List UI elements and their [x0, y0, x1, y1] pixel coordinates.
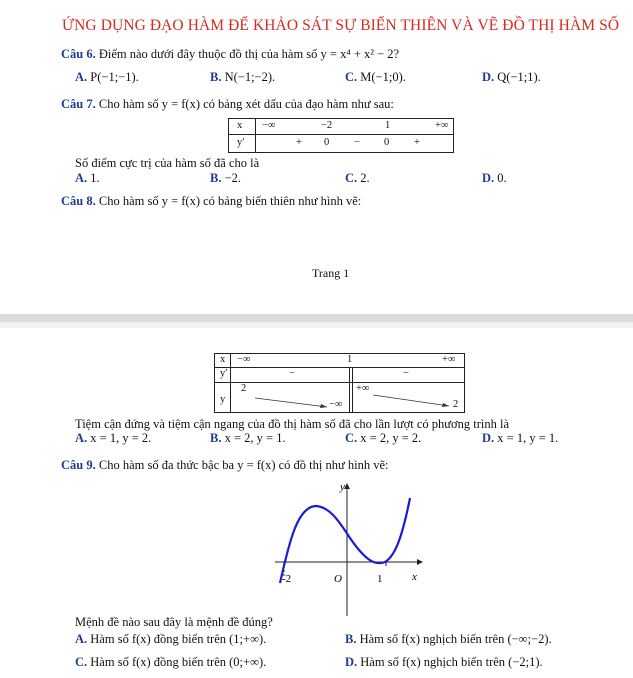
sign-table-sign: −	[354, 137, 360, 148]
q6-option-b-label: B.	[210, 70, 222, 84]
question-9-prompt: Mệnh đề nào sau đây là mệnh đề đúng?	[75, 615, 273, 629]
cubic-graph	[270, 478, 430, 618]
origin-label: O	[334, 573, 342, 585]
sign-table	[228, 118, 454, 153]
q7-option-d-label: D.	[482, 171, 495, 185]
q8-option-c-text: x = 2, y = 2.	[360, 431, 422, 445]
variation-y-val: +∞	[356, 383, 370, 394]
q8-option-a-label: A.	[75, 431, 88, 445]
question-9	[61, 458, 389, 473]
q8-option-a-text: x = 1, y = 2.	[90, 431, 152, 445]
q7-option-b[interactable]	[210, 171, 241, 186]
q7-option-c-label: C.	[345, 171, 358, 185]
q8-option-c-label: C.	[345, 431, 358, 445]
question-8	[61, 194, 361, 209]
q8-option-a[interactable]	[75, 431, 151, 446]
tick-label-1: 1	[377, 573, 383, 585]
sign-table-sign: 0	[384, 137, 390, 148]
sign-table-sign: +	[414, 137, 420, 148]
q6-option-d[interactable]	[482, 70, 541, 85]
variation-y-val: −∞	[329, 399, 343, 410]
sign-table-x-val: 1	[385, 120, 391, 131]
sign-table-x-val: −2	[321, 120, 333, 131]
q9-option-a-text: Hàm số f(x) đồng biến trên (1;+∞).	[90, 632, 267, 646]
variation-x-val: +∞	[442, 354, 456, 365]
arrow-head-icon	[442, 403, 449, 407]
variation-x-header: x	[220, 354, 226, 365]
q7-option-b-label: B.	[210, 171, 222, 185]
arrow-head-icon	[320, 404, 327, 408]
question-6-label: Câu 6.	[61, 47, 96, 61]
sign-table-x-val: +∞	[435, 120, 449, 131]
q9-option-a[interactable]	[75, 632, 266, 647]
question-7-prompt: Số điểm cực trị của hàm số đã cho là	[75, 156, 260, 170]
q6-option-c-label: C.	[345, 70, 358, 84]
question-9-label: Câu 9.	[61, 458, 96, 472]
q9-option-b-text: Hàm số f(x) nghịch biến trên (−∞;−2).	[359, 632, 552, 646]
sign-table-yp-header: y′	[237, 137, 245, 148]
q8-option-d-text: x = 1, y = 1.	[497, 431, 559, 445]
sign-table-sign: 0	[324, 137, 330, 148]
variation-yp-sign: −	[403, 368, 409, 379]
tick-label-minus-2: -2	[282, 573, 292, 585]
page-break	[0, 322, 633, 328]
variation-table	[214, 353, 465, 413]
y-axis-label: y	[340, 481, 345, 493]
decreasing-arrow-right	[373, 395, 449, 406]
page-break-shadow	[0, 314, 633, 322]
q7-option-a[interactable]	[75, 171, 100, 186]
q8-option-d-label: D.	[482, 431, 495, 445]
variation-yp-sign: −	[289, 368, 295, 379]
page-number: Trang 1	[312, 266, 350, 280]
variation-y-header: y	[220, 394, 226, 405]
q9-option-d-text: Hàm số f(x) nghịch biến trên (−2;1).	[360, 655, 543, 669]
q7-option-d-text: 0.	[497, 171, 507, 185]
q9-option-c-text: Hàm số f(x) đồng biến trên (0;+∞).	[90, 655, 267, 669]
q6-option-c-text: M(−1;0).	[360, 70, 406, 84]
variation-y-val: 2	[453, 399, 459, 410]
q6-option-c[interactable]	[345, 70, 406, 85]
question-7-label: Câu 7.	[61, 97, 96, 111]
sign-table-x-val: −∞	[262, 120, 276, 131]
q9-option-b-label: B.	[345, 632, 357, 646]
q6-option-b[interactable]	[210, 70, 275, 85]
q6-option-a-label: A.	[75, 70, 88, 84]
question-9-text: Cho hàm số đa thức bậc ba y = f(x) có đồ thị như hình vẽ:	[98, 458, 389, 472]
q8-option-d[interactable]	[482, 431, 558, 446]
q9-option-c-label: C.	[75, 655, 88, 669]
question-7	[61, 97, 394, 112]
q9-option-a-label: A.	[75, 632, 88, 646]
function-curve	[280, 498, 410, 583]
q7-option-d[interactable]	[482, 171, 507, 186]
variation-arrows	[215, 354, 466, 414]
question-8-label: Câu 8.	[61, 194, 96, 208]
q6-option-b-text: N(−1;−2).	[224, 70, 276, 84]
document-title: ỨNG DỤNG ĐẠO HÀM ĐỂ KHẢO SÁT SỰ BIẾN THIÊN VÀ VẼ ĐỒ THỊ HÀM SỐ	[62, 17, 620, 34]
x-axis-label: x	[412, 571, 417, 583]
question-6	[61, 47, 399, 62]
q9-option-b[interactable]	[345, 632, 552, 647]
q9-option-d[interactable]	[345, 655, 543, 670]
q7-option-c-text: 2.	[360, 171, 370, 185]
q9-option-d-label: D.	[345, 655, 358, 669]
variation-yp-header: y′	[220, 368, 228, 379]
q7-option-a-label: A.	[75, 171, 88, 185]
question-8-prompt: Tiệm cận đứng và tiệm cận ngang của đồ thị hàm số đã cho lần lượt có phương trình là	[75, 417, 510, 431]
sign-table-x-header: x	[237, 120, 243, 131]
q6-option-a[interactable]	[75, 70, 139, 85]
decreasing-arrow-left	[255, 398, 327, 407]
variation-x-val: 1	[347, 354, 353, 365]
q8-option-b-text: x = 2, y = 1.	[224, 431, 286, 445]
question-6-text: Điểm nào dưới đây thuộc đồ thị của hàm số y = x⁴ + x² − 2?	[98, 47, 400, 61]
question-7-text: Cho hàm số y = f(x) có bảng xét dấu của đạo hàm như sau:	[98, 97, 394, 111]
question-8-text: Cho hàm số y = f(x) có bảng biến thiên như hình vẽ:	[98, 194, 362, 208]
q8-option-b[interactable]	[210, 431, 286, 446]
variation-y-val: 2	[241, 383, 247, 394]
q6-option-d-text: Q(−1;1).	[497, 70, 541, 84]
variation-x-val: −∞	[237, 354, 251, 365]
q7-option-c[interactable]	[345, 171, 370, 186]
q7-option-a-text: 1.	[90, 171, 100, 185]
q6-option-a-text: P(−1;−1).	[90, 70, 139, 84]
q8-option-b-label: B.	[210, 431, 222, 445]
q9-option-c[interactable]	[75, 655, 266, 670]
sign-table-sign: +	[296, 137, 302, 148]
q8-option-c[interactable]	[345, 431, 421, 446]
q7-option-b-text: −2.	[224, 171, 242, 185]
q6-option-d-label: D.	[482, 70, 495, 84]
